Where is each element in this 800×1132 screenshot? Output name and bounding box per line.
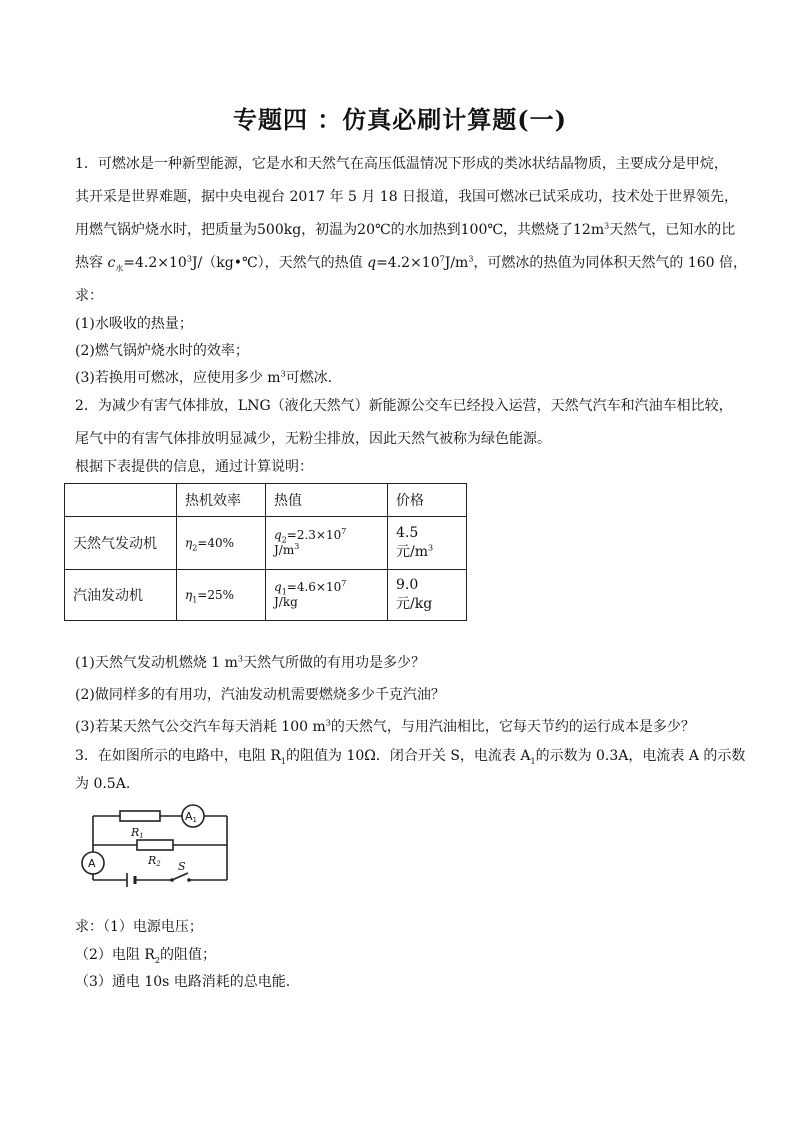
- q3-sub-3: （3）通电 10s 电路消耗的总电能.: [75, 974, 291, 990]
- page-title: 专题四 ：仿真必刷计算题(一): [232, 105, 568, 134]
- q1-sub-1: (1)水吸收的热量；: [75, 316, 193, 332]
- table-row: [65, 517, 467, 570]
- table-header-cell: 热机效率: [177, 484, 266, 517]
- circuit-diagram: [75, 802, 235, 890]
- engine-name-cell: 汽油发动机: [65, 570, 177, 621]
- heat-value-cell: $q_1=4.6\times 10^7$ J/kg: [266, 570, 388, 621]
- engine-comparison-table: [64, 483, 467, 621]
- q1-line-5: 求：: [75, 288, 103, 304]
- table-row: [65, 570, 467, 621]
- heat-value-cell: $q_2=2.3\times 10^7$ $J/m^3$: [266, 517, 388, 570]
- q3-line-2: 为 0.5A.: [75, 776, 131, 792]
- label-a1: A1: [185, 810, 197, 824]
- switch-lever: [172, 873, 188, 880]
- q1-sub-3: (3)若换用可燃冰，应使用多少 $m^3$可燃冰.: [75, 369, 333, 386]
- label-s: S: [178, 860, 186, 873]
- table-header-cell: [65, 484, 177, 517]
- price-cell: 4.5 元$/m^3$: [388, 517, 467, 570]
- q1-sub-2: (2)燃气锅炉烧水时的效率；: [75, 343, 249, 359]
- table-header-cell: 价格: [388, 484, 467, 517]
- q1-line-2: 其开采是世界难题，据中央电视台 2017 年 5 月 18 日报道，我国可燃冰已试采成功，技术处于世界领先，: [75, 189, 739, 205]
- price-cell: 9.0 元/kg: [388, 570, 467, 621]
- q3-sub-1: 求：（1）电源电压；: [75, 919, 203, 935]
- q2-line-3: 根据下表提供的信息，通过计算说明：: [75, 459, 313, 475]
- q2-sub-3: (3)若某天然气公交汽车每天消耗 100 $m^3$的天然气，与用汽油相比，它每天节约的运行成本是多少？: [75, 718, 695, 735]
- q2-sub-1: (1)天然气发动机燃烧 1 $m^3$天然气所做的有用功是多少？: [75, 654, 426, 671]
- q1-line-3: 用燃气锅炉烧水时，把质量为500kg，初温为20℃的水加热到100℃，共燃烧了$12m^3$天然气，已知水的比: [75, 221, 736, 238]
- q1-line-4: 热容 $c_水=4.2\times 10^3J/(kg•℃)$，天然气的热值 $q=4.2\times 10^7J/m^3$，可燃冰的热值为同体积天然气的 160 倍，: [75, 254, 748, 273]
- engine-name-cell: 天然气发动机: [65, 517, 177, 570]
- q2-line-2: 尾气中的有害气体排放明显减少，无粉尘排放，因此天然气被称为绿色能源。: [75, 431, 551, 447]
- efficiency-cell: $\eta_1=25\%$: [177, 570, 266, 621]
- q3-line-1: 3．在如图所示的电路中，电阻 $R_1$的阻值为 10Ω．闭合开关 S，电流表 $A_1$的示数为 0.3A，电流表 A 的示数: [75, 748, 746, 766]
- resistor-r1-symbol: [120, 811, 160, 821]
- switch-contact: [187, 878, 191, 882]
- q3-sub-2: （2）电阻 $R_2$的阻值；: [75, 947, 216, 965]
- table-header-row: [65, 484, 467, 517]
- resistor-r2-symbol: [137, 840, 173, 850]
- label-a: A: [88, 857, 96, 870]
- q2-sub-2: (2)做同样多的有用功，汽油发动机需要燃烧多少千克汽油？: [75, 687, 445, 703]
- label-r1: R1: [131, 826, 144, 840]
- table-header-cell: 热值: [266, 484, 388, 517]
- efficiency-cell: $\eta_2=40\%$: [177, 517, 266, 570]
- q1-line-1: 1．可燃冰是一种新型能源，它是水和天然气在高压低温情况下形成的类冰状结晶物质，主要成分是甲烷，: [75, 156, 728, 172]
- q2-line-1: 2．为减少有害气体排放，LNG（液化天然气）新能源公交车已经投入运营，天然气汽车和汽油车相比较，: [75, 398, 733, 414]
- label-r2: R2: [148, 854, 161, 868]
